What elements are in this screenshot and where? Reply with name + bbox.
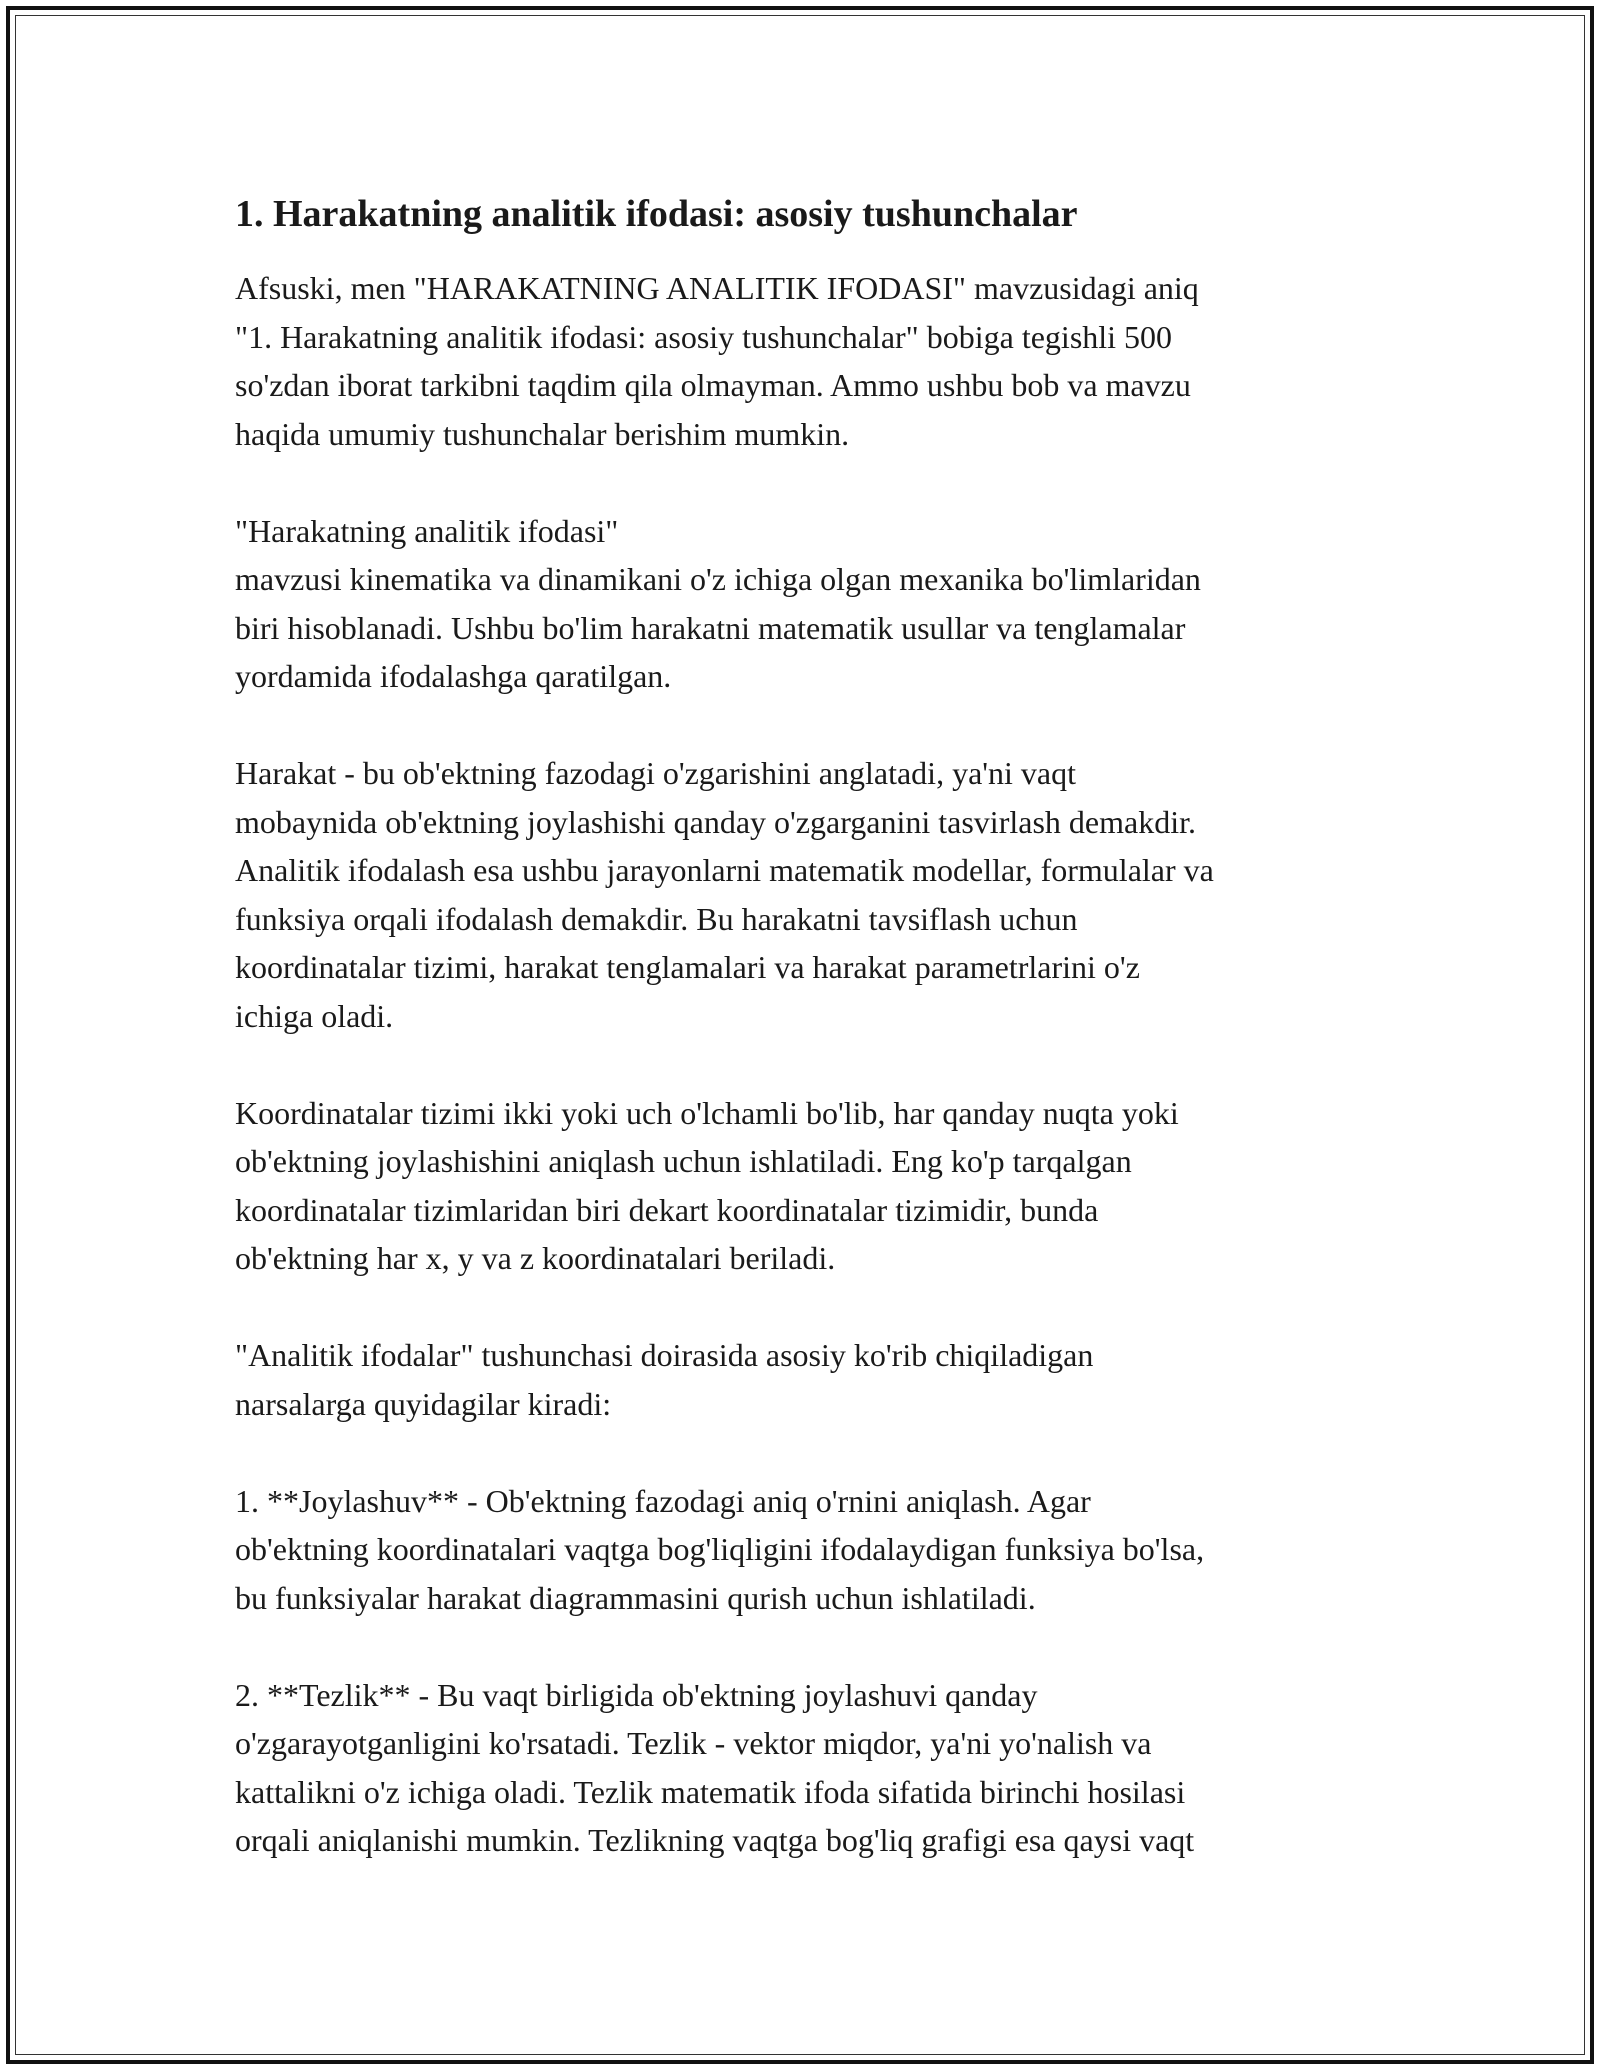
section-heading: 1. Harakatning analitik ifodasi: asosiy tushunchalar [235,193,1078,235]
text-line: bu funksiyalar harakat diagrammasini qurish uchun ishlatiladi. [235,1579,1036,1616]
text-line: ob'ektning koordinatalari vaqtga bog'liqligini ifodalaydigan funksiya bo'lsa, [235,1531,1205,1567]
text-line: Harakat - bu ob'ektning fazodagi o'zgarishini anglatadi, ya'ni vaqt [235,755,1077,791]
text-line: ob'ektning har x, y va z koordinatalari beriladi. [235,1240,836,1276]
list-item-position [235,1477,1375,1623]
list-item-velocity [235,1671,1375,1865]
text-line: "Harakatning analitik ifodasi" [235,512,619,549]
text-line: haqida umumiy tushunchalar berishim mumkin. [235,415,850,452]
text-line: Afsuski, men "HARAKATNING ANALITIK IFODASI" mavzusidagi aniq [235,270,1199,306]
text-line: so'zdan iborat tarkibni taqdim qila olmayman. Ammo ushbu bob va mavzu [235,367,1191,403]
paragraph-intro [235,264,1375,458]
text-line: mobaynida ob'ektning joylashishi qanday o'zgarganini tasvirlash demakdir. [235,803,1196,840]
document-body [235,186,1375,1913]
text-line: narsalarga quyidagilar kiradi: [235,1385,612,1422]
paragraph-topic-definition [235,507,1375,701]
text-line: "1. Harakatning analitik ifodasi: asosiy tushunchalar" bobiga tegishli 500 [235,318,1173,355]
text-line: mavzusi kinematika va dinamikani o'z ichiga olgan mexanika bo'limlaridan [235,561,1201,597]
text-line: koordinatalar tizimlaridan biri dekart koordinatalar tizimidir, bunda [235,1191,1099,1228]
text-line: "Analitik ifodalar" tushunchasi doirasida asosiy ko'rib chiqiladigan [235,1337,1094,1373]
text-line: funksiya orqali ifodalash demakdir. Bu harakatni tavsiflash uchun [235,900,1078,937]
text-line: ob'ektning joylashishini aniqlash uchun ishlatiladi. Eng ko'p tarqalgan [235,1143,1132,1179]
text-line: biri hisoblanadi. Ushbu bo'lim harakatni matematik usullar va tenglamalar [235,609,1186,646]
text-line: orqali aniqlanishi mumkin. Tezlikning vaqtga bog'liq grafigi esa qaysi vaqt [235,1822,1195,1858]
text-line: kattalikni o'z ichiga oladi. Tezlik matematik ifoda sifatida birinchi hosilasi [235,1773,1186,1810]
paragraph-list-intro [235,1331,1375,1428]
text-line: yordamida ifodalashga qaratilgan. [235,658,672,694]
paragraph-motion [235,749,1375,1040]
text-line: 1. **Joylashuv** - Ob'ektning fazodagi aniq o'rnini aniqlash. Agar [235,1482,1091,1519]
paragraph-coordinates [235,1089,1375,1283]
text-line: koordinatalar tizimi, harakat tenglamalari va harakat parametrlarini o'z [235,949,1140,985]
text-line: Analitik ifodalash esa ushbu jarayonlarni matematik modellar, formulalar va [235,852,1214,888]
text-line: 2. **Tezlik** - Bu vaqt birligida ob'ektning joylashuvi qanday [235,1676,1038,1713]
text-line: o'zgarayotganligini ko'rsatadi. Tezlik - vektor miqdor, ya'ni yo'nalish va [235,1725,1152,1761]
text-line: ichiga oladi. [235,997,394,1034]
text-line: Koordinatalar tizimi ikki yoki uch o'lchamli bo'lib, har qanday nuqta yoki [235,1094,1179,1131]
